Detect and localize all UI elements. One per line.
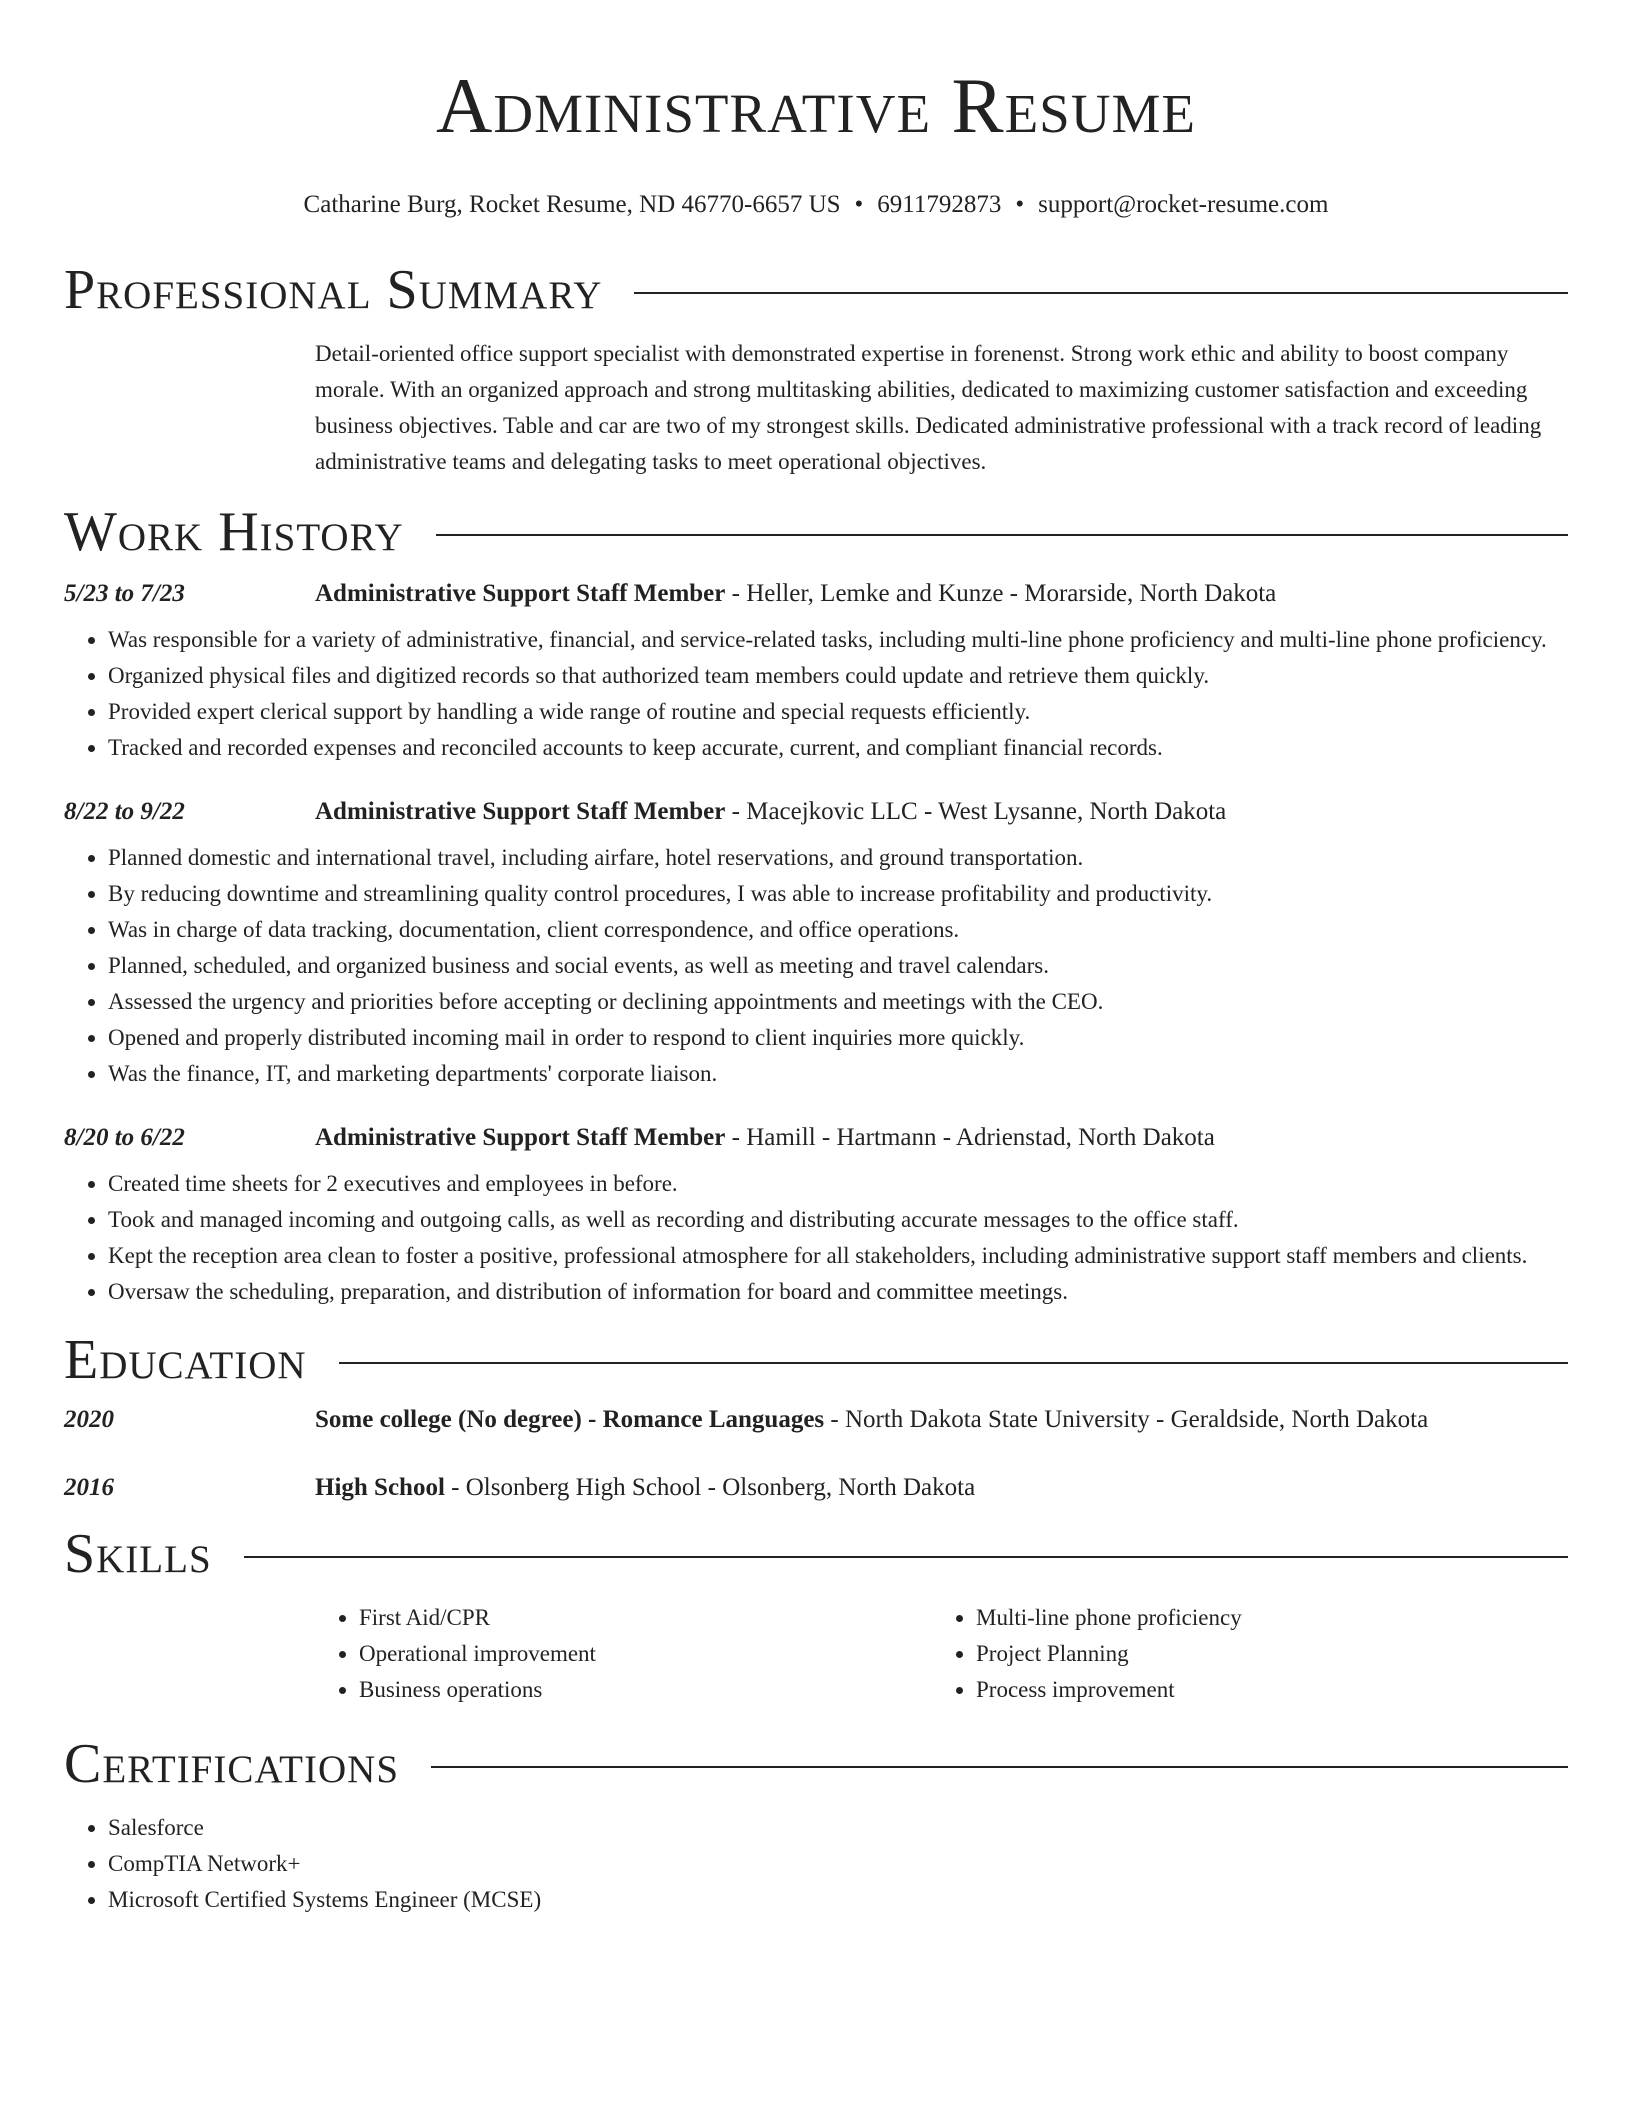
education-details (315, 1474, 975, 1502)
education-header (64, 1326, 1568, 1394)
list-item: • CompTIA Network+ (108, 1846, 1568, 1882)
job-entry (64, 1124, 1568, 1310)
job-details: - Macejkovic LLC - West Lysanne, North Dakota (725, 798, 1227, 825)
section-rule (244, 1556, 1568, 1558)
list-item: • Business operations (359, 1672, 932, 1708)
section-rule (431, 1766, 1568, 1768)
list-item: • Operational improvement (359, 1636, 932, 1672)
list-item: • Kept the reception area clean to foster a positive, professional atmosphere for all stakeholders, including administrative support staff members and clients. (108, 1238, 1568, 1274)
job-role (315, 1124, 1215, 1152)
job-bullets (64, 622, 1568, 766)
skills-grid (315, 1600, 1568, 1708)
education-entry (64, 1406, 1568, 1434)
section-rule (634, 292, 1568, 294)
job-title: Administrative Support Staff Member (315, 1124, 726, 1151)
skills-column-left (315, 1600, 932, 1708)
list-item: • Oversaw the scheduling, preparation, and distribution of information for board and committee meetings. (108, 1274, 1568, 1310)
skills-heading: Skills (64, 1523, 212, 1585)
contact-line (64, 190, 1568, 220)
education-school: - North Dakota State University - Geraldside, North Dakota (824, 1406, 1429, 1433)
list-item: • Process improvement (976, 1672, 1549, 1708)
contact-email: support@rocket-resume.com (1038, 191, 1329, 218)
education-year: 2016 (64, 1474, 114, 1501)
contact-phone: 6911792873 (877, 191, 1002, 218)
list-item: • Created time sheets for 2 executives and employees in before. (108, 1166, 1568, 1202)
section-rule (436, 534, 1568, 536)
list-item: • Salesforce (108, 1810, 1568, 1846)
list-item: • Was responsible for a variety of administrative, financial, and service-related tasks, including multi-line phone proficiency and multi-line phone proficiency. (108, 622, 1568, 658)
summary-text: Detail-oriented office support specialist with demonstrated expertise in forenenst. Strong work ethic and ability to boost company morale. With an organized approach and strong multitasking abilities, dedicated to maximizing customer satisfaction and exceeding business objectives. Table and car are two of my strongest skills. Dedicated administrative professional with a track record of leading administrative teams and delegating tasks to meet operational objectives. (315, 341, 1542, 474)
job-title: Administrative Support Staff Member (315, 798, 726, 825)
list-item: • Was the finance, IT, and marketing departments' corporate liaison. (108, 1056, 1568, 1092)
job-dates: 8/22 to 9/22 (64, 798, 185, 825)
education-year: 2020 (64, 1406, 114, 1433)
section-rule (339, 1362, 1568, 1364)
job-bullets (64, 1166, 1568, 1310)
education-entry (64, 1474, 1568, 1502)
education-degree: Some college (No degree) - Romance Languages (315, 1406, 825, 1433)
job-entry (64, 580, 1568, 766)
skills-header (64, 1520, 1568, 1588)
education-school: - Olsonberg High School - Olsonberg, North Dakota (444, 1474, 976, 1501)
list-item: • By reducing downtime and streamlining quality control procedures, I was able to increase profitability and productivity. (108, 876, 1568, 912)
education-degree: High School (315, 1474, 445, 1501)
list-item: • Multi-line phone proficiency (976, 1600, 1549, 1636)
job-role (315, 580, 1276, 608)
summary-section (64, 256, 1568, 480)
job-bullets (64, 840, 1568, 1092)
certifications-header (64, 1730, 1568, 1798)
work-history-section (64, 498, 1568, 1310)
list-item: • Took and managed incoming and outgoing calls, as well as recording and distributing accurate messages to the office staff. (108, 1202, 1568, 1238)
certifications-heading: Certifications (64, 1733, 400, 1795)
job-dates: 8/20 to 6/22 (64, 1124, 185, 1151)
list-item: • First Aid/CPR (359, 1600, 932, 1636)
list-item: • Assessed the urgency and priorities before accepting or declining appointments and meetings with the CEO. (108, 984, 1568, 1020)
resume-title: Administrative Resume (436, 62, 1196, 149)
list-item: • Organized physical files and digitized records so that authorized team members could update and retrieve them quickly. (108, 658, 1568, 694)
contact-separator: • (1015, 191, 1025, 218)
list-item: • Provided expert clerical support by handling a wide range of routine and special requests efficiently. (108, 694, 1568, 730)
job-dates: 5/23 to 7/23 (64, 580, 185, 607)
list-item: • Project Planning (976, 1636, 1549, 1672)
job-role (315, 798, 1226, 826)
list-item: • Tracked and recorded expenses and reconciled accounts to keep accurate, current, and compliant financial records. (108, 730, 1568, 766)
certifications-list (64, 1810, 1568, 1918)
certifications-section (64, 1730, 1568, 1918)
contact-address: Catharine Burg, Rocket Resume, ND 46770-6657 US (303, 191, 841, 218)
education-details (315, 1406, 1428, 1434)
skills-column-right (932, 1600, 1549, 1708)
job-entry (64, 798, 1568, 1092)
list-item: • Opened and properly distributed incoming mail in order to respond to client inquiries more quickly. (108, 1020, 1568, 1056)
contact-separator: • (854, 191, 864, 218)
list-item: • Was in charge of data tracking, documentation, client correspondence, and office operations. (108, 912, 1568, 948)
skills-section (64, 1520, 1568, 1708)
work-history-header (64, 498, 1568, 566)
job-details: - Heller, Lemke and Kunze - Morarside, North Dakota (725, 580, 1277, 607)
job-title: Administrative Support Staff Member (315, 580, 726, 607)
summary-header (64, 256, 1568, 324)
list-item: • Planned domestic and international travel, including airfare, hotel reservations, and ground transportation. (108, 840, 1568, 876)
work-history-heading: Work History (64, 501, 404, 563)
job-details: - Hamill - Hartmann - Adrienstad, North Dakota (725, 1124, 1215, 1151)
list-item: • Microsoft Certified Systems Engineer (MCSE) (108, 1882, 1568, 1918)
education-heading: Education (64, 1329, 307, 1391)
summary-heading: Professional Summary (64, 259, 603, 321)
education-section (64, 1326, 1568, 1502)
list-item: • Planned, scheduled, and organized business and social events, as well as meeting and travel calendars. (108, 948, 1568, 984)
